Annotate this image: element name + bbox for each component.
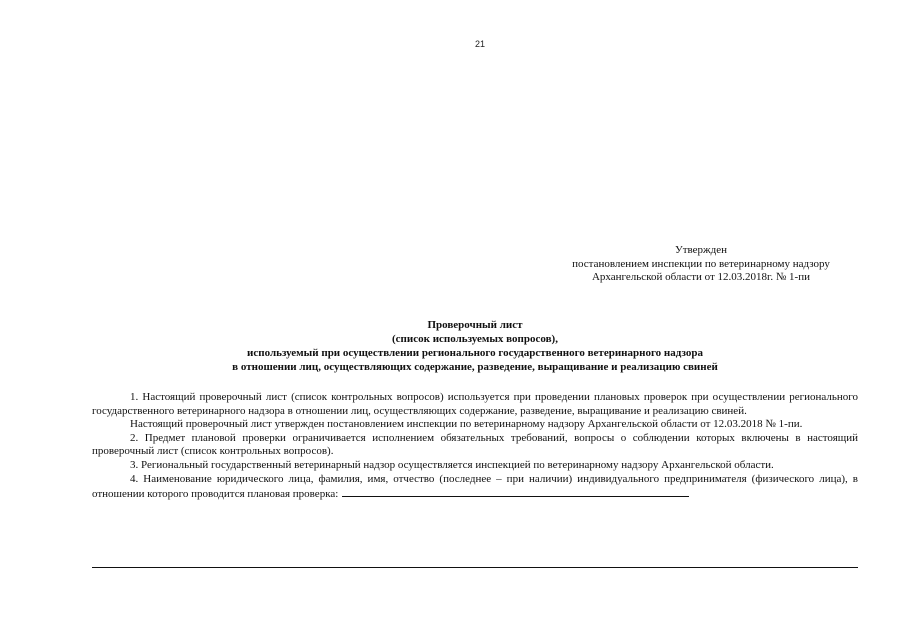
paragraph-5-text: 4. Наименование юридического лица, фамилия, имя, отчество (последнее – при наличии) индивидуального предпринимателя (физического лица), в отношении которого проводится плановая проверка: xyxy=(92,472,858,501)
paragraph-4: 3. Региональный государственный ветеринарный надзор осуществляется инспекцией по ветеринарному надзору Архангельской области. xyxy=(130,458,774,471)
title-line-1: Проверочный лист xyxy=(427,319,523,331)
title-line-4: в отношении лиц, осуществляющих содержание, разведение, выращивание и реализацию свиней xyxy=(232,361,718,373)
document-body xyxy=(92,391,858,502)
paragraph-2: Настоящий проверочный лист утвержден постановлением инспекции по ветеринарному надзору Архангельской области от 12.03.2018 № 1-пи. xyxy=(130,418,803,431)
paragraph-1: 1. Настоящий проверочный лист (список контрольных вопросов) используется при проведении плановых проверок при осуществлении регионального государственного ветеринарного надзора в отношении лиц, осуществляющих содержание, разведение, выращивание и реализацию свиней. xyxy=(92,391,858,417)
paragraph-3: 2. Предмет плановой проверки ограничивается исполнением обязательных требований, вопросы о соблюдении которых включены в настоящий проверочный лист (список контрольных вопросов). xyxy=(92,431,858,458)
fill-in-blank-full-line xyxy=(92,567,858,568)
paragraph-5 xyxy=(92,473,858,502)
approval-line-region-date: Архангельской области от 12.03.2018г. № 1-пи xyxy=(591,271,810,283)
title-line-3: используемый при осуществлении регионального государственного ветеринарного надзора xyxy=(247,347,703,359)
page-number: 21 xyxy=(474,39,485,49)
title-line-2: (список используемых вопросов), xyxy=(392,333,558,345)
approval-line-resolution: постановлением инспекции по ветеринарному надзору xyxy=(572,257,830,270)
approval-line-approved: Утвержден xyxy=(674,244,728,256)
document-title xyxy=(92,318,858,374)
approval-stamp xyxy=(540,244,862,285)
fill-in-blank-line xyxy=(342,486,689,497)
